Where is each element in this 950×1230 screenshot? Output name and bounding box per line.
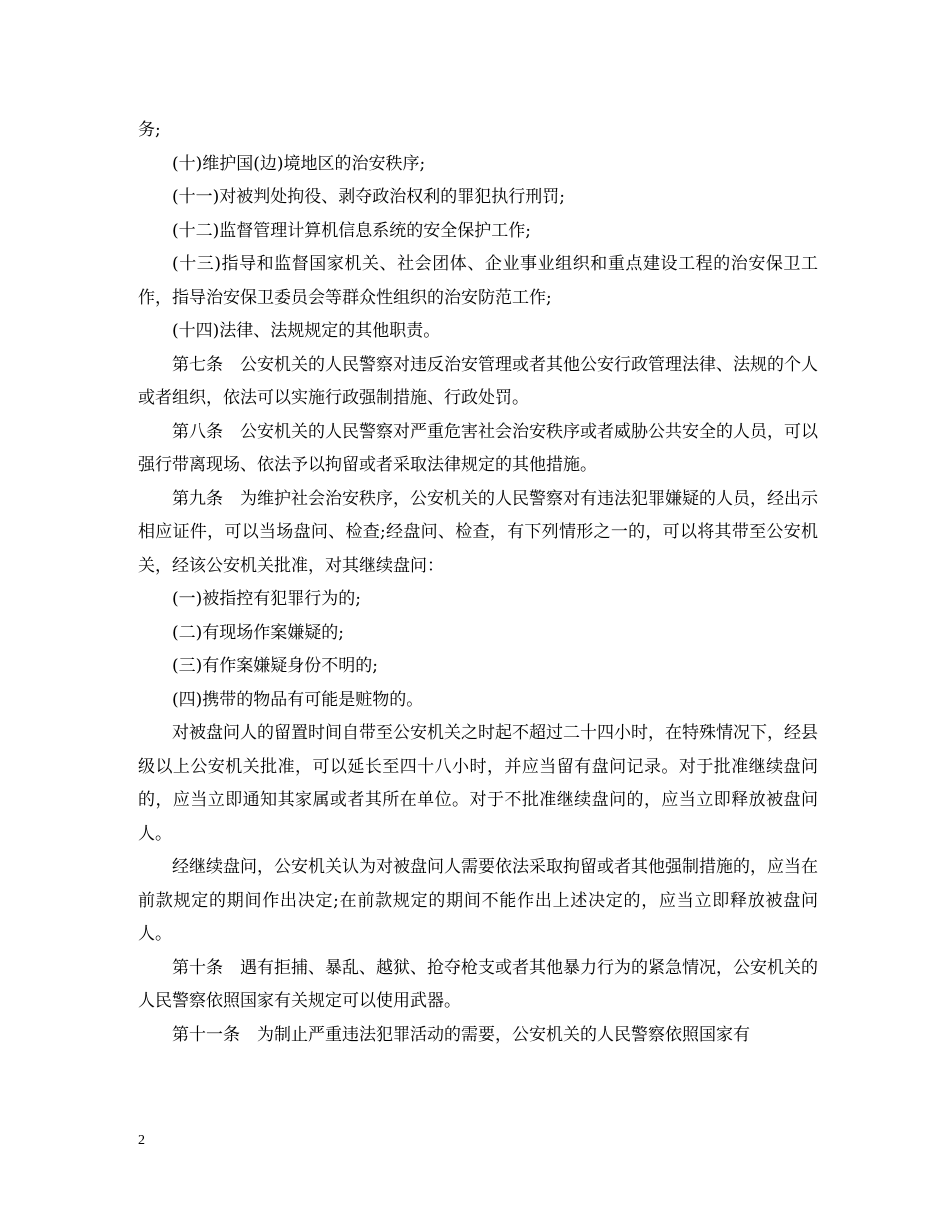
paragraph: (十一)对被判处拘役、剥夺政治权利的罪犯执行刑罚; [172,187,565,207]
paragraph: 务; [138,120,161,140]
paragraph-article-10: 第十条 遇有拒捕、暴乱、越狱、抢夺枪支或者其他暴力行为的紧急情况，公安机关的人民警察依照国家有关规定可以使用武器。 [138,957,818,1011]
paragraph: (十二)监督管理计算机信息系统的安全保护工作; [172,220,531,241]
paragraph: 对被盘问人的留置时间自带至公安机关之时起不超过二十四小时，在特殊情况下，经县级以上公安机关批准，可以延长至四十八小时，并应当留有盘问记录。对于批准继续盘问的，应当立即通知其家属或者其所在单位。对于不批准继续盘问的，应当立即释放被盘问人。 [138,723,818,844]
paragraph: (十)维护国(边)境地区的治安秩序; [172,153,426,174]
paragraph-article-7: 第七条 公安机关的人民警察对违反治安管理或者其他公安行政管理法律、法规的个人或者组织，依法可以实施行政强制措施、行政处罚。 [138,354,818,408]
document-body [138,114,818,1052]
paragraph: (三)有作案嫌疑身份不明的; [172,656,378,676]
paragraph: (十四)法律、法规规定的其他职责。 [172,321,441,341]
paragraph: 经继续盘问，公安机关认为对被盘问人需要依法采取拘留或者其他强制措施的，应当在前款规定的期间作出决定;在前款规定的期间不能作出上述决定的，应当立即释放被盘问人。 [138,857,818,944]
paragraph: (十三)指导和监督国家机关、社会团体、企业事业组织和重点建设工程的治安保卫工作，指导治安保卫委员会等群众性组织的治安防范工作; [138,254,818,308]
page-number: 2 [138,1133,145,1148]
paragraph: (四)携带的物品有可能是赃物的。 [172,689,424,710]
paragraph-article-8: 第八条 公安机关的人民警察对严重危害社会治安秩序或者威胁公共安全的人员，可以强行带离现场、依法予以拘留或者采取法律规定的其他措施。 [138,421,818,475]
paragraph-article-11: 第十一条 为制止严重违法犯罪活动的需要，公安机关的人民警察依照国家有 [172,1024,750,1045]
paragraph: (一)被指控有犯罪行为的; [172,589,361,609]
paragraph-article-9: 第九条 为维护社会治安秩序，公安机关的人民警察对有违法犯罪嫌疑的人员，经出示相应证件，可以当场盘问、检查;经盘问、检查，有下列情形之一的，可以将其带至公安机关，经该公安机关批准，对其继续盘问： [138,488,818,576]
paragraph: (二)有现场作案嫌疑的; [172,622,344,643]
